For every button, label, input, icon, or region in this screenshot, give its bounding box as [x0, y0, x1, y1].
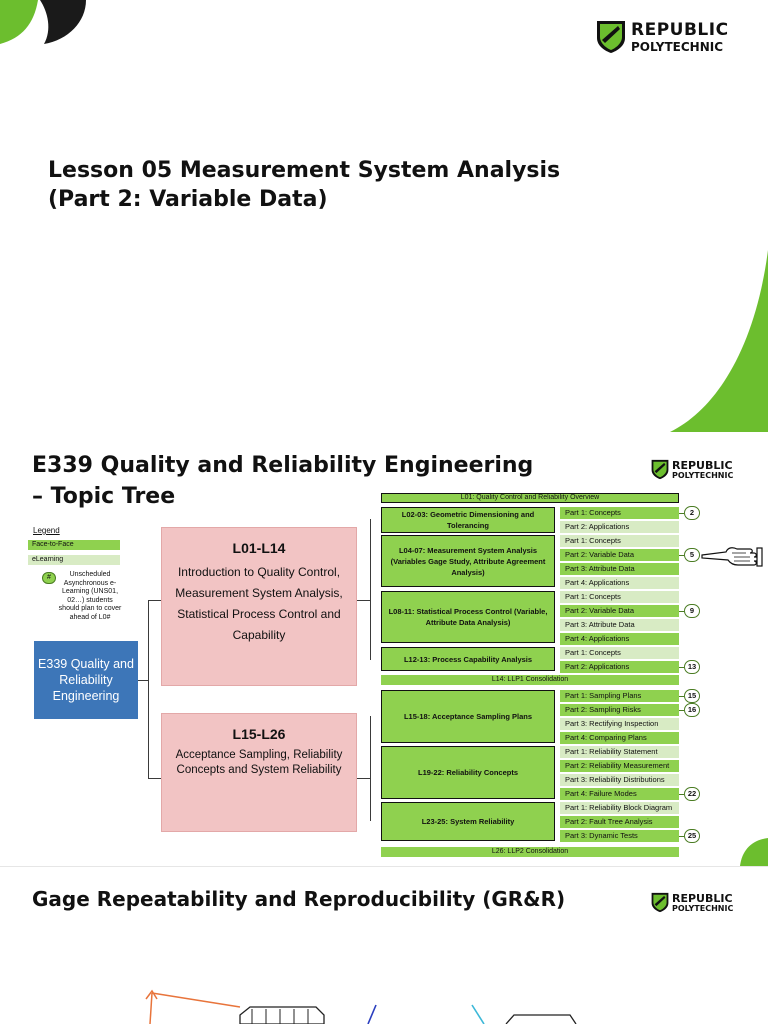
container-ribs	[252, 1009, 308, 1024]
arrow-line	[152, 993, 240, 1007]
part-item: Part 2: Applications	[560, 521, 679, 533]
part-item: Part 4: Applications	[560, 633, 679, 645]
part-item: Part 1: Concepts	[560, 507, 679, 519]
part-item: Part 2: Variable Data	[560, 605, 679, 617]
bar-l01: L01: Quality Control and Reliability Overview	[381, 493, 679, 503]
bar-l14: L14: LLP1 Consolidation	[381, 675, 679, 685]
republic-polytechnic-logo-small	[651, 459, 733, 480]
part-item: Part 2: Fault Tree Analysis	[560, 816, 679, 828]
grr-title: Gage Repeatability and Reproducibility (GR&R)	[32, 887, 566, 911]
blue-line	[368, 1005, 376, 1024]
slide-divider	[0, 866, 768, 867]
logo-text-republic: REPUBLIC	[631, 19, 729, 40]
part-item: Part 3: Reliability Distributions	[560, 774, 679, 786]
session-badge: 25	[684, 829, 700, 843]
block-description: Introduction to Quality Control, Measurement System Analysis, Statistical Process Control and Capability	[175, 565, 343, 642]
legend-async-note: Unscheduled Asynchronous e-Learning (UNS01, 02…) students should plan to cover ahead of L0#	[58, 571, 122, 621]
connector	[148, 600, 149, 778]
logo-text-republic: REPUBLIC	[672, 458, 733, 472]
legend-heading: Legend	[33, 526, 60, 535]
part-item: Part 2: Reliability Measurement	[560, 760, 679, 772]
lesson-title-line2: (Part 2: Variable Data)	[48, 187, 328, 212]
part-item: Part 1: Concepts	[560, 647, 679, 659]
session-badge: 15	[684, 689, 700, 703]
legend-badge: #	[42, 572, 56, 584]
block-description: Acceptance Sampling, Reliability Concepts and System Reliability	[175, 749, 343, 776]
session-badge: 5	[684, 548, 700, 562]
connector	[138, 680, 148, 681]
container-sketch	[506, 1015, 576, 1024]
bar-l26: L26: LLP2 Consolidation	[381, 847, 679, 857]
lesson-l02-03: L02-03: Geometric Dimensioning and Tolerancing	[381, 507, 555, 533]
part-item: Part 2: Variable Data	[560, 549, 679, 561]
cyan-line	[472, 1005, 484, 1024]
session-badge: 22	[684, 787, 700, 801]
part-item: Part 1: Reliability Statement	[560, 746, 679, 758]
lesson-title-line1: Lesson 05 Measurement System Analysis	[48, 158, 561, 183]
topic-tree-title-line2: – Topic Tree	[32, 484, 176, 509]
logo-text-polytechnic: POLYTECHNIC	[672, 470, 734, 480]
lesson-l08-11: L08-11: Statistical Process Control (Variable, Attribute Data Analysis)	[381, 591, 555, 643]
block-code: L01-L14	[232, 540, 286, 556]
republic-polytechnic-logo-small	[651, 892, 733, 913]
decor-green-wave	[670, 250, 768, 432]
slide-title	[0, 0, 768, 434]
shield-icon	[596, 20, 626, 54]
block-l01-l14	[161, 527, 357, 686]
legend-face-to-face: Face-to-Face	[28, 540, 120, 550]
grr-illustration	[140, 985, 600, 1024]
part-item: Part 3: Attribute Data	[560, 563, 679, 575]
shield-icon	[651, 892, 669, 913]
lesson-title	[48, 156, 560, 214]
part-item: Part 2: Sampling Risks	[560, 704, 679, 716]
topic-tree-title-line1: E339 Quality and Reliability Engineering	[32, 453, 534, 478]
session-badge: 9	[684, 604, 700, 618]
decor-green-corner	[740, 838, 768, 866]
decor-green-corner	[0, 0, 38, 44]
block-code: L15-L26	[232, 726, 286, 742]
session-badge: 16	[684, 703, 700, 717]
lesson-l23-25: L23-25: System Reliability	[381, 802, 555, 841]
pointing-hand-icon	[700, 543, 764, 571]
connector	[370, 716, 371, 821]
logo-text-polytechnic: POLYTECHNIC	[631, 39, 724, 54]
part-item: Part 4: Failure Modes	[560, 788, 679, 800]
session-badge: 2	[684, 506, 700, 520]
logo-text-republic: REPUBLIC	[672, 891, 733, 905]
legend-elearning: eLearning	[28, 555, 120, 565]
shield-icon	[651, 459, 669, 480]
decor-shapes	[0, 0, 768, 434]
connector	[148, 600, 161, 601]
block-l15-l26	[161, 713, 357, 832]
part-item: Part 3: Attribute Data	[560, 619, 679, 631]
arrow-line	[150, 993, 152, 1024]
part-item: Part 1: Concepts	[560, 535, 679, 547]
connector	[148, 778, 161, 779]
decor-dark-corner	[40, 0, 86, 44]
connector	[357, 600, 370, 601]
connector	[357, 778, 370, 779]
part-item: Part 1: Reliability Block Diagram	[560, 802, 679, 814]
part-item: Part 3: Dynamic Tests	[560, 830, 679, 842]
part-item: Part 1: Concepts	[560, 591, 679, 603]
part-item: Part 3: Rectifying Inspection	[560, 718, 679, 730]
container-sketch	[240, 1007, 324, 1024]
connector	[370, 519, 371, 660]
logo-text-polytechnic: POLYTECHNIC	[672, 903, 734, 913]
lesson-l19-22: L19-22: Reliability Concepts	[381, 746, 555, 799]
part-item: Part 4: Comparing Plans	[560, 732, 679, 744]
part-item: Part 1: Sampling Plans	[560, 690, 679, 702]
course-root-box: E339 Quality and Reliability Engineering	[34, 641, 138, 719]
lesson-l04-07: L04-07: Measurement System Analysis (Variables Gage Study, Attribute Agreement Analysis)	[381, 535, 555, 587]
part-item: Part 2: Applications	[560, 661, 679, 673]
lesson-l15-18: L15-18: Acceptance Sampling Plans	[381, 690, 555, 743]
lesson-l12-13: L12-13: Process Capability Analysis	[381, 647, 555, 671]
republic-polytechnic-logo	[596, 20, 729, 54]
part-item: Part 4: Applications	[560, 577, 679, 589]
session-badge: 13	[684, 660, 700, 674]
